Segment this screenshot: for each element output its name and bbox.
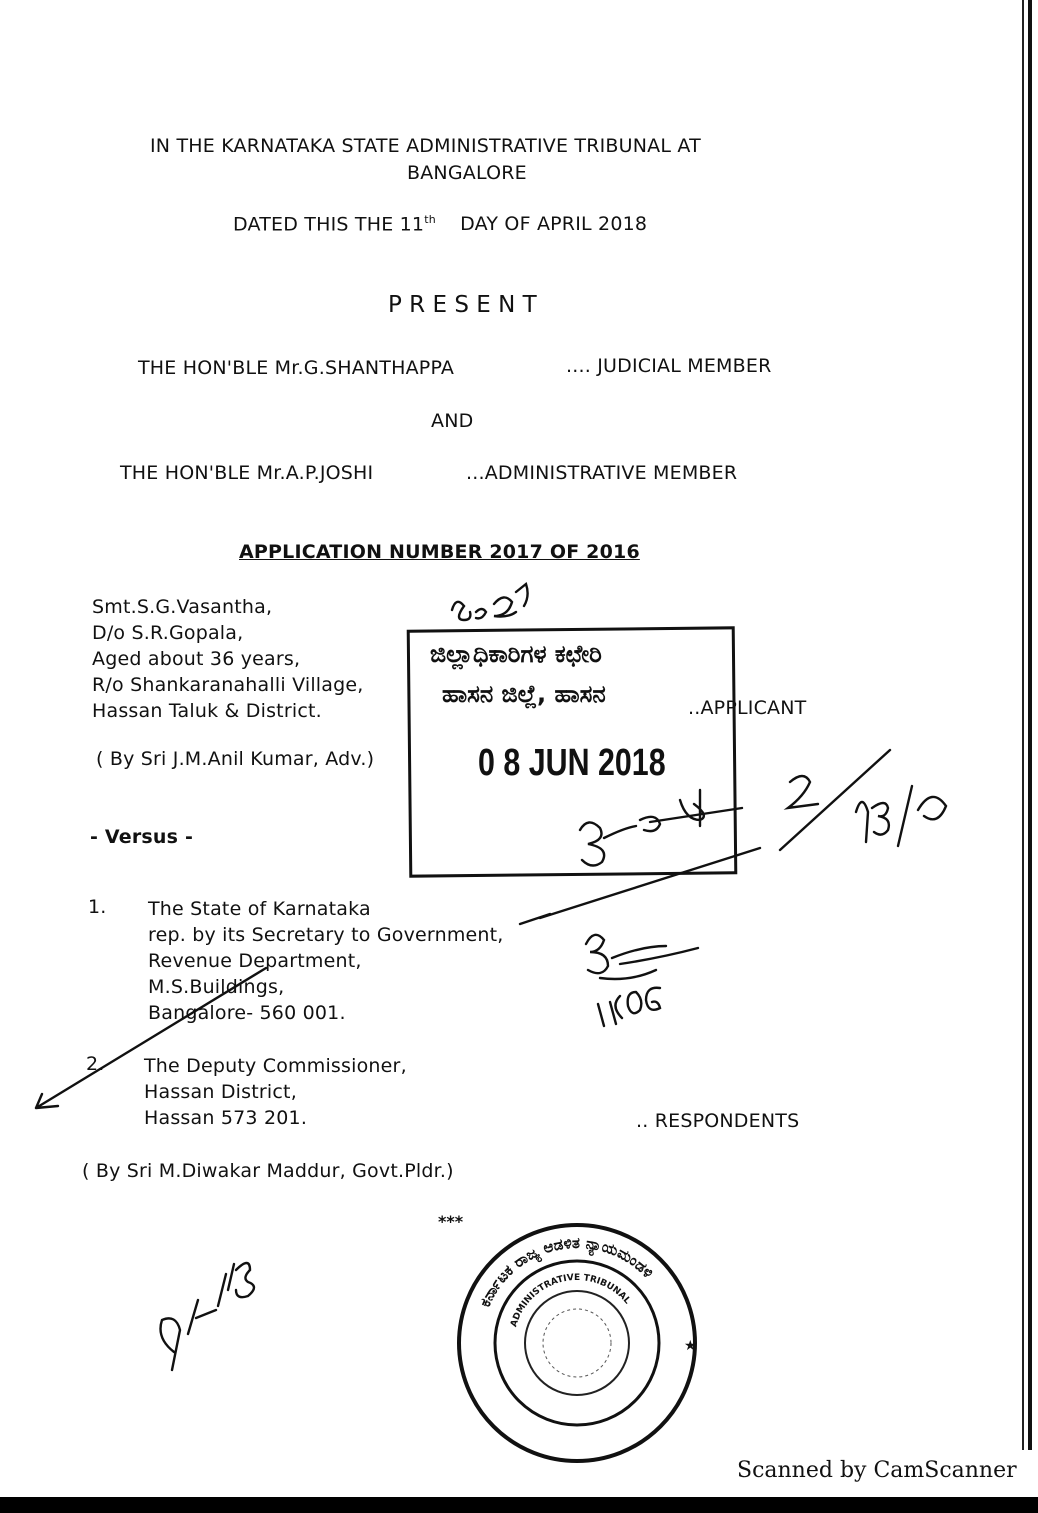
respondent-2-number: 2. (86, 1053, 105, 1075)
respondent-line: The State of Karnataka (148, 898, 371, 920)
stamp-kannada-office: ಜಿಲ್ಲಾಧಿಕಾರಿಗಳ ಕಛೇರಿ (430, 640, 602, 668)
respondents-label: .. RESPONDENTS (636, 1110, 800, 1132)
dated-suffix: DAY OF APRIL 2018 (460, 213, 648, 236)
application-number: APPLICATION NUMBER 2017 OF 2016 (239, 541, 640, 563)
applicant-line: R/o Shankaranahalli Village, (92, 674, 364, 696)
dated-sup: th (424, 213, 436, 226)
svg-text:ADMINISTRATIVE TRIBUNAL (509, 1273, 632, 1328)
handwriting-right (780, 750, 946, 850)
applicant-advocate: ( By Sri J.M.Anil Kumar, Adv.) (96, 748, 375, 770)
and-text: AND (431, 410, 474, 432)
respondent-line: Bangalore- 560 001. (148, 1002, 346, 1024)
present-heading: P R E S E N T (388, 292, 537, 318)
applicant-line: Aged about 36 years, (92, 648, 301, 670)
strike-line (36, 968, 266, 1108)
applicant-line: D/o S.R.Gopala, (92, 622, 244, 644)
handwriting-note (598, 988, 660, 1026)
tribunal-seal (452, 1218, 702, 1468)
respondent-line: Hassan District, (144, 1081, 297, 1103)
stamp-kannada-district: ಹಾಸನ ಜಿಲ್ಲೆ, ಹಾಸನ (442, 680, 606, 708)
versus-text: - Versus - (90, 826, 194, 848)
seal-star-icon: ★ (684, 1338, 697, 1354)
signature-stamp (580, 790, 742, 866)
applicant-line: Hassan Taluk & District. (92, 700, 322, 722)
signature-mid (586, 935, 698, 979)
govt-pleader: ( By Sri M.Diwakar Maddur, Govt.Pldr.) (82, 1160, 454, 1182)
stars-separator: *** (438, 1212, 464, 1231)
seal-inner-text: ADMINISTRATIVE TRIBUNAL (509, 1272, 633, 1329)
tribunal-heading: IN THE KARNATAKA STATE ADMINISTRATIVE TRIBUNAL AT (150, 135, 701, 157)
handwriting-note (452, 584, 528, 620)
member-2-role: ...ADMINISTRATIVE MEMBER (466, 462, 738, 484)
handwriting-left (161, 1263, 255, 1370)
respondent-line: M.S.Buildings, (148, 976, 285, 998)
stroke-line (520, 848, 760, 924)
dated-prefix: DATED THIS THE 11 (233, 213, 425, 236)
member-1-name: THE HON'BLE Mr.G.SHANTHAPPA (138, 357, 455, 379)
tribunal-location: BANGALORE (407, 162, 527, 184)
applicant-label: ..APPLICANT (688, 697, 807, 719)
respondent-line: The Deputy Commissioner, (144, 1055, 407, 1077)
respondent-line: rep. by its Secretary to Government, (148, 924, 504, 946)
member-2-name: THE HON'BLE Mr.A.P.JOSHI (120, 462, 374, 484)
stamp-date: 0 8 JUN 2018 (478, 742, 666, 784)
seal-outer-text: ಕರ್ನಾಟಕ ರಾಜ್ಯ ಆಡಳಿತ ನ್ಯಾಯಮಂಡಳಿ (475, 1233, 658, 1310)
scanned-by-footer: Scanned by CamScanner (737, 1458, 1017, 1483)
respondent-line: Revenue Department, (148, 950, 362, 972)
applicant-line: Smt.S.G.Vasantha, (92, 596, 273, 618)
respondent-line: Hassan 573 201. (144, 1107, 308, 1129)
respondent-1-number: 1. (88, 896, 107, 918)
member-1-role: .... JUDICIAL MEMBER (566, 355, 772, 377)
page-bottom-edge (0, 1497, 1038, 1513)
